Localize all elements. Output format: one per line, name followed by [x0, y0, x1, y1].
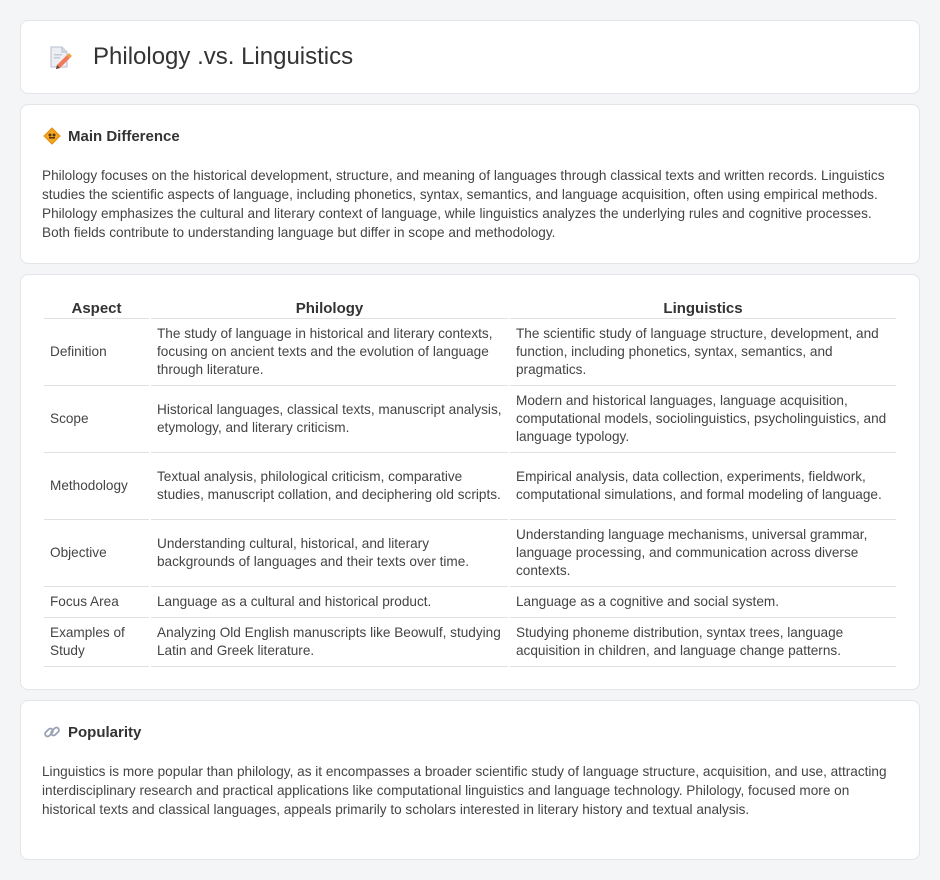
document-edit-icon — [47, 44, 73, 70]
popularity-card — [20, 700, 920, 860]
cell-aspect: Definition — [44, 319, 149, 386]
cell-aspect: Scope — [44, 386, 149, 453]
main-difference-header — [43, 127, 180, 145]
column-header-linguistics: Linguistics — [510, 295, 896, 319]
section-title: Popularity — [68, 723, 142, 741]
cell-linguistics: Understanding language mechanisms, universal grammar, language processing, and communication across diverse contexts. — [510, 520, 896, 587]
table-header-row — [44, 295, 896, 319]
main-difference-text: Philology focuses on the historical development, structure, and meaning of languages through classical texts and written records. Linguistics studies the scientific aspects of language, including phonetics, syntax, semantics, and language acquisition, often using empirical methods. Philology emphasizes the cultural and literary context of language, while linguistics analyzes the underlying rules and cognitive processes. Both fields contribute to understanding language but differ in scope and methodology. — [42, 168, 885, 240]
popularity-header — [43, 723, 141, 741]
title-card — [20, 20, 920, 94]
cell-aspect: Objective — [44, 520, 149, 587]
cell-linguistics: Modern and historical languages, language acquisition, computational models, sociolinguistics, psycholinguistics, and language typology. — [510, 386, 896, 453]
column-header-philology: Philology — [151, 295, 508, 319]
cell-linguistics: The scientific study of language structure, development, and function, including phonetics, syntax, semantics, and pragmatics. — [510, 319, 896, 386]
diamond-sign-icon — [43, 127, 61, 145]
table-row — [44, 453, 896, 520]
cell-philology: Understanding cultural, historical, and literary backgrounds of languages and their texts over time. — [151, 520, 508, 587]
cell-philology: The study of language in historical and literary contexts, focusing on ancient texts and the evolution of language through literature. — [151, 319, 508, 386]
cell-philology: Historical languages, classical texts, manuscript analysis, etymology, and literary criticism. — [151, 386, 508, 453]
comparison-table — [42, 295, 898, 667]
main-difference-card — [20, 104, 920, 264]
table-row — [44, 319, 896, 386]
cell-linguistics: Studying phoneme distribution, syntax trees, language acquisition in children, and language change patterns. — [510, 618, 896, 667]
popularity-text: Linguistics is more popular than philology, as it encompasses a broader scientific study of language structure, acquisition, and use, attracting interdisciplinary research and practical applications like computational linguistics and language technology. Philology, focused more on historical texts and classical languages, appeals primarily to scholars interested in literary history and textual analysis. — [42, 764, 887, 817]
table-row — [44, 386, 896, 453]
cell-linguistics: Empirical analysis, data collection, experiments, fieldwork, computational simulations, and formal modeling of language. — [510, 453, 896, 520]
cell-philology: Language as a cultural and historical product. — [151, 587, 508, 618]
table-row — [44, 587, 896, 618]
section-title: Main Difference — [68, 127, 180, 145]
cell-aspect: Examples of Study — [44, 618, 149, 667]
column-header-aspect: Aspect — [44, 295, 149, 319]
cell-philology: Textual analysis, philological criticism, comparative studies, manuscript collation, and deciphering old scripts. — [151, 453, 508, 520]
table-row — [44, 618, 896, 667]
comparison-card — [20, 274, 920, 690]
cell-aspect: Methodology — [44, 453, 149, 520]
table-row — [44, 520, 896, 587]
cell-linguistics: Language as a cognitive and social system. — [510, 587, 896, 618]
cell-philology: Analyzing Old English manuscripts like Beowulf, studying Latin and Greek literature. — [151, 618, 508, 667]
cell-aspect: Focus Area — [44, 587, 149, 618]
page-title: Philology .vs. Linguistics — [93, 43, 354, 70]
link-icon — [43, 723, 61, 741]
